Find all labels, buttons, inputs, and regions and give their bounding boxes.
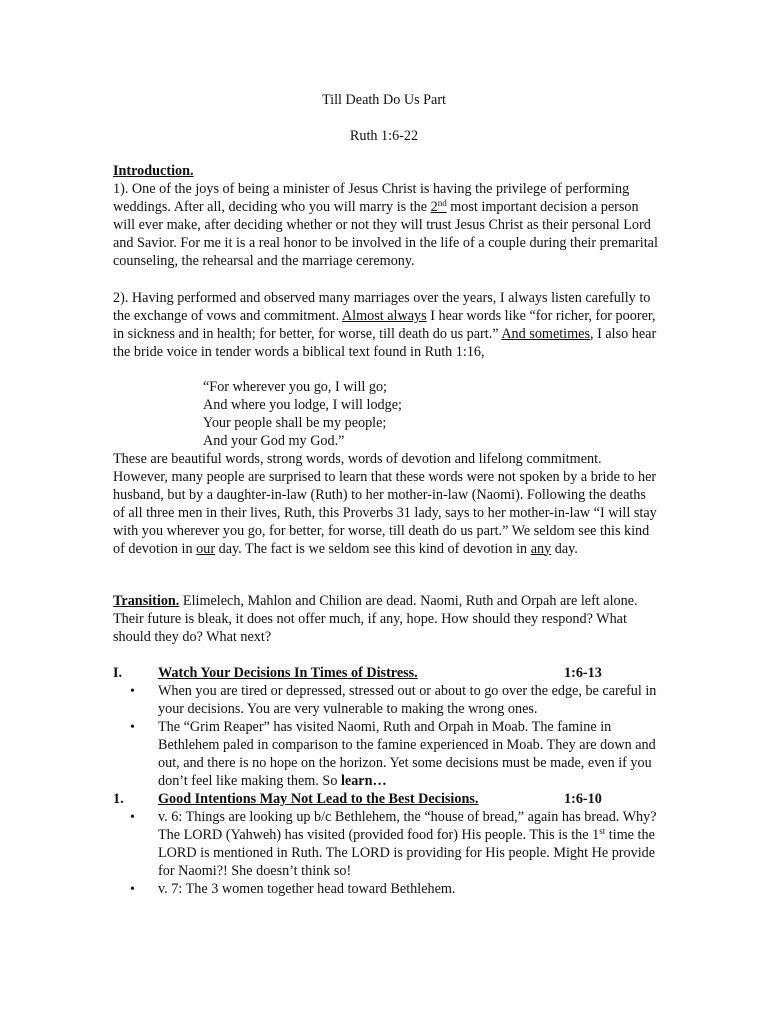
intro-paragraph-2: 2). Having performed and observed many marriages over the years, I always listen carefully to the exchange of vows and commitment. Almost always I hear words like “for richer, for poorer, in sickness and in health; for better, for worse, till death do us part.” And sometimes, I also hear the bride voice in tender words a biblical text found in Ruth 1:16, [113,290,657,360]
underlined-phrase: And sometimes [501,325,590,342]
underlined-phrase: Almost always [341,307,427,324]
section-number: I. [113,665,123,681]
transition-label: Transition. [113,593,180,609]
poem-line: And where you lodge, I will lodge; [203,396,402,413]
transition-paragraph: Transition. Elimelech, Mahlon and Chilion are dead. Naomi, Ruth and Orpah are left alone. Their future is bleak, it does not offer much, if any, hope. How should they respond? What should they do? What next? [113,593,638,645]
intro-paragraph-3: These are beautiful words, strong words, words of devotion and lifelong commitment. However, many people are surprised to learn that these words were not spoken by a bride to her husband, but by a daughter-in-law (Ruth) to her mother-in-law (Naomi). Following the deaths of all three men in their lives, Ruth, this Proverbs 31 lady, says to her mother-in-law “I will stay with you wherever you go, for better, for worse, till death do us part.” We seldom see this kind of devotion in our day. The fact is we seldom see this kind of devotion in any day. [113,451,657,557]
poem-quote [203,379,623,451]
bullet-icon: • [130,810,135,825]
subsection-1-heading [113,791,673,809]
underlined-word: any [530,540,552,557]
list-item: • The “Grim Reaper” has visited Naomi, Ruth and Orpah in Moab. The famine in Bethlehem paled in comparison to the famine experienced in Moab. They are down and out, and there is no hope on the horizon. Yet some decisions must be made, even if you don’t feel like making them. So learn… [130,718,656,789]
poem-line: And your God my God.” [203,432,345,449]
scripture-reference: Ruth 1:6-22 [349,128,419,144]
poem-line: Your people shall be my people; [203,414,387,431]
bullet-icon: • [130,684,135,699]
subsection-reference: 1:6-10 [564,791,602,807]
list-item: • When you are tired or depressed, stressed out or about to go over the edge, be careful in your decisions. You are very vulnerable to making the wrong ones. [130,683,657,717]
introduction-heading: Introduction. [113,163,194,179]
section-reference: 1:6-13 [564,665,602,681]
poem-line: “For wherever you go, I will go; [203,379,388,395]
subsection-title: Good Intentions May Not Lead to the Best Decisions. [158,791,479,807]
bullet-icon: • [130,719,135,735]
intro-paragraph-1: 1). One of the joys of being a minister of Jesus Christ is having the privilege of performing weddings. After all, deciding who you will marry is the 2nd most important decision a person will ever make, after deciding whether or not they will trust Jesus Christ as their personal Lord and Savior. For me it is a real honor to be involved in the life of a couple during their premarital counseling, the rehearsal and the marriage ceremony. [113,181,658,269]
list-item: • v. 6: Things are looking up b/c Bethlehem, the “house of bread,” again has bread. Why? The LORD (Yahweh) has visited (provided food for) His people. This is the 1st time the LORD is mentioned in Ruth. The LORD is providing for His people. Might He provide for Naomi?! She doesn’t think so! [130,809,657,879]
document-title: Till Death Do Us Part [321,92,446,108]
underlined-word: our [196,540,216,557]
list-item: • v. 7: The 3 women together head toward Bethlehem. [130,880,456,897]
bullet-icon: • [130,881,135,897]
section-1-bullets [130,683,660,790]
subsection-1-bullets [130,809,660,899]
section-title: Watch Your Decisions In Times of Distress. [158,665,418,681]
subsection-number: 1. [113,791,124,807]
section-1-heading [113,665,673,683]
ordinal-number: 2nd [430,197,447,215]
